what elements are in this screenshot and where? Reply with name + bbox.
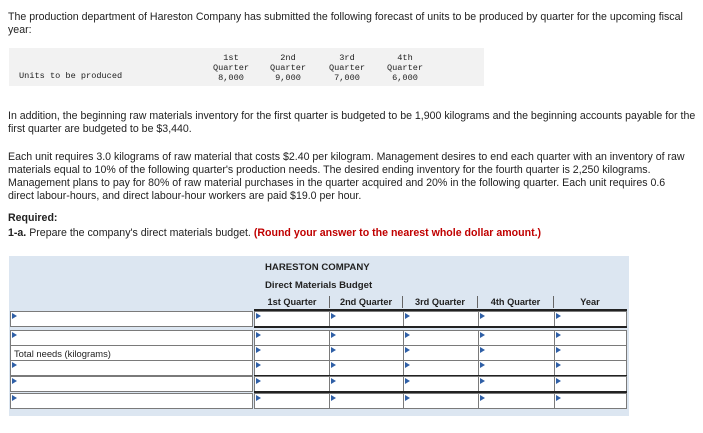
input-marker-icon (405, 313, 410, 319)
row-label-field (10, 345, 253, 361)
budget-input-cell[interactable] (254, 345, 330, 361)
forecast-col-q1: 1st Quarter 8,000 (212, 53, 250, 83)
forecast-row-label: Units to be produced (19, 71, 123, 81)
budget-input-cell[interactable] (554, 360, 627, 376)
rounding-note: (Round your answer to the nearest whole dollar amount.) (253, 227, 542, 239)
input-marker-icon (331, 332, 336, 338)
budget-input-cell[interactable] (329, 360, 404, 376)
dropdown-marker-icon (12, 313, 17, 319)
input-marker-icon (556, 347, 561, 353)
dropdown-marker-icon (12, 395, 17, 401)
input-marker-icon (331, 362, 336, 368)
input-marker-icon (256, 395, 261, 401)
budget-input-cell[interactable] (254, 393, 330, 409)
row-label-field[interactable] (10, 330, 253, 346)
budget-input-cell[interactable] (478, 311, 555, 327)
input-marker-icon (331, 313, 336, 319)
budget-title: Direct Materials Budget (265, 280, 373, 291)
input-marker-icon (556, 395, 561, 401)
input-marker-icon (480, 395, 485, 401)
instruction-text: Prepare the company's direct materials budget. (26, 227, 254, 239)
budget-input-cell[interactable] (478, 360, 555, 376)
budget-input-cell[interactable] (554, 345, 627, 361)
forecast-col-q2: 2nd Quarter 9,000 (269, 53, 307, 83)
row-label-field[interactable] (10, 311, 253, 327)
forecast-col-q4: 4th Quarter 6,000 (386, 53, 424, 83)
budget-input-cell[interactable] (329, 311, 404, 327)
instruction-number: 1-a. (8, 227, 27, 239)
col-header-year: Year (580, 297, 600, 307)
budget-input-cell[interactable] (478, 376, 555, 392)
input-marker-icon (480, 362, 485, 368)
budget-input-cell[interactable] (554, 330, 627, 346)
budget-input-cell[interactable] (329, 393, 404, 409)
inventory-paragraph: In addition, the beginning raw materials inventory for the first quarter is budgeted to be 1,900 kilograms and the beginning accounts payable for the first quarter are budgeted to be $3,440. (8, 110, 696, 135)
budget-input-cell[interactable] (554, 376, 627, 392)
budget-input-cell[interactable] (403, 376, 479, 392)
budget-input-cell[interactable] (254, 311, 330, 327)
input-marker-icon (256, 313, 261, 319)
input-marker-icon (405, 378, 410, 384)
row-label-field[interactable] (10, 393, 253, 409)
direct-materials-budget-table (9, 256, 629, 416)
input-marker-icon (405, 347, 410, 353)
input-marker-icon (331, 347, 336, 353)
budget-input-cell[interactable] (403, 393, 479, 409)
budget-input-cell[interactable] (478, 330, 555, 346)
budget-input-cell[interactable] (329, 330, 404, 346)
input-marker-icon (556, 362, 561, 368)
input-marker-icon (331, 378, 336, 384)
input-marker-icon (480, 378, 485, 384)
input-marker-icon (256, 332, 261, 338)
input-marker-icon (256, 362, 261, 368)
subtotal-rule (254, 326, 627, 328)
intro-text: The production department of Hareston Company has submitted the following forecast of units to be produced by quarter for the upcoming fiscal year: (8, 11, 683, 36)
input-marker-icon (480, 313, 485, 319)
dropdown-marker-icon (12, 378, 17, 384)
input-marker-icon (480, 332, 485, 338)
input-marker-icon (556, 313, 561, 319)
dropdown-marker-icon (12, 332, 17, 338)
col-header-q1: 1st Quarter (255, 296, 330, 308)
input-marker-icon (405, 362, 410, 368)
budget-input-cell[interactable] (329, 376, 404, 392)
budget-input-cell[interactable] (403, 311, 479, 327)
budget-input-cell[interactable] (554, 311, 627, 327)
row-label-field[interactable] (10, 360, 253, 376)
input-marker-icon (256, 378, 261, 384)
budget-input-cell[interactable] (403, 330, 479, 346)
input-marker-icon (331, 395, 336, 401)
budget-input-cell[interactable] (254, 330, 330, 346)
company-name: HARESTON COMPANY (265, 262, 370, 273)
production-forecast-table (9, 48, 484, 86)
input-marker-icon (556, 378, 561, 384)
input-marker-icon (405, 395, 410, 401)
budget-input-cell[interactable] (254, 360, 330, 376)
input-marker-icon (480, 347, 485, 353)
col-header-q2: 2nd Quarter (330, 296, 403, 308)
budget-input-cell[interactable] (478, 393, 555, 409)
col-header-q4: 4th Quarter (478, 296, 554, 308)
input-marker-icon (256, 347, 261, 353)
requirements-paragraph: Each unit requires 3.0 kilograms of raw material that costs $2.40 per kilogram. Management desires to end each quarter with an inventory of raw materials equal to 10% of the following quarter's production needs. The desired ending inventory for the fourth quarter is 2,250 kilograms. Management plans to pay for 80% of raw material purchases in the quarter acquired and 20% in the following quarter. Each unit requires 0.6 direct labour-hours, and direct labour-hour workers are paid $19.0 per hour. (8, 151, 685, 202)
col-header-q3: 3rd Quarter (403, 296, 478, 308)
budget-input-cell[interactable] (254, 376, 330, 392)
instruction (8, 227, 541, 240)
required-label: Required: (8, 212, 58, 224)
dropdown-marker-icon (12, 362, 17, 368)
budget-input-cell[interactable] (478, 345, 555, 361)
input-marker-icon (556, 332, 561, 338)
forecast-col-q3: 3rd Quarter 7,000 (328, 53, 366, 83)
budget-input-cell[interactable] (554, 393, 627, 409)
row-label-field[interactable] (10, 376, 253, 392)
budget-input-cell[interactable] (403, 345, 479, 361)
budget-input-cell[interactable] (329, 345, 404, 361)
input-marker-icon (405, 332, 410, 338)
row-label-text: Total needs (kilograms) (14, 348, 111, 359)
budget-input-cell[interactable] (403, 360, 479, 376)
